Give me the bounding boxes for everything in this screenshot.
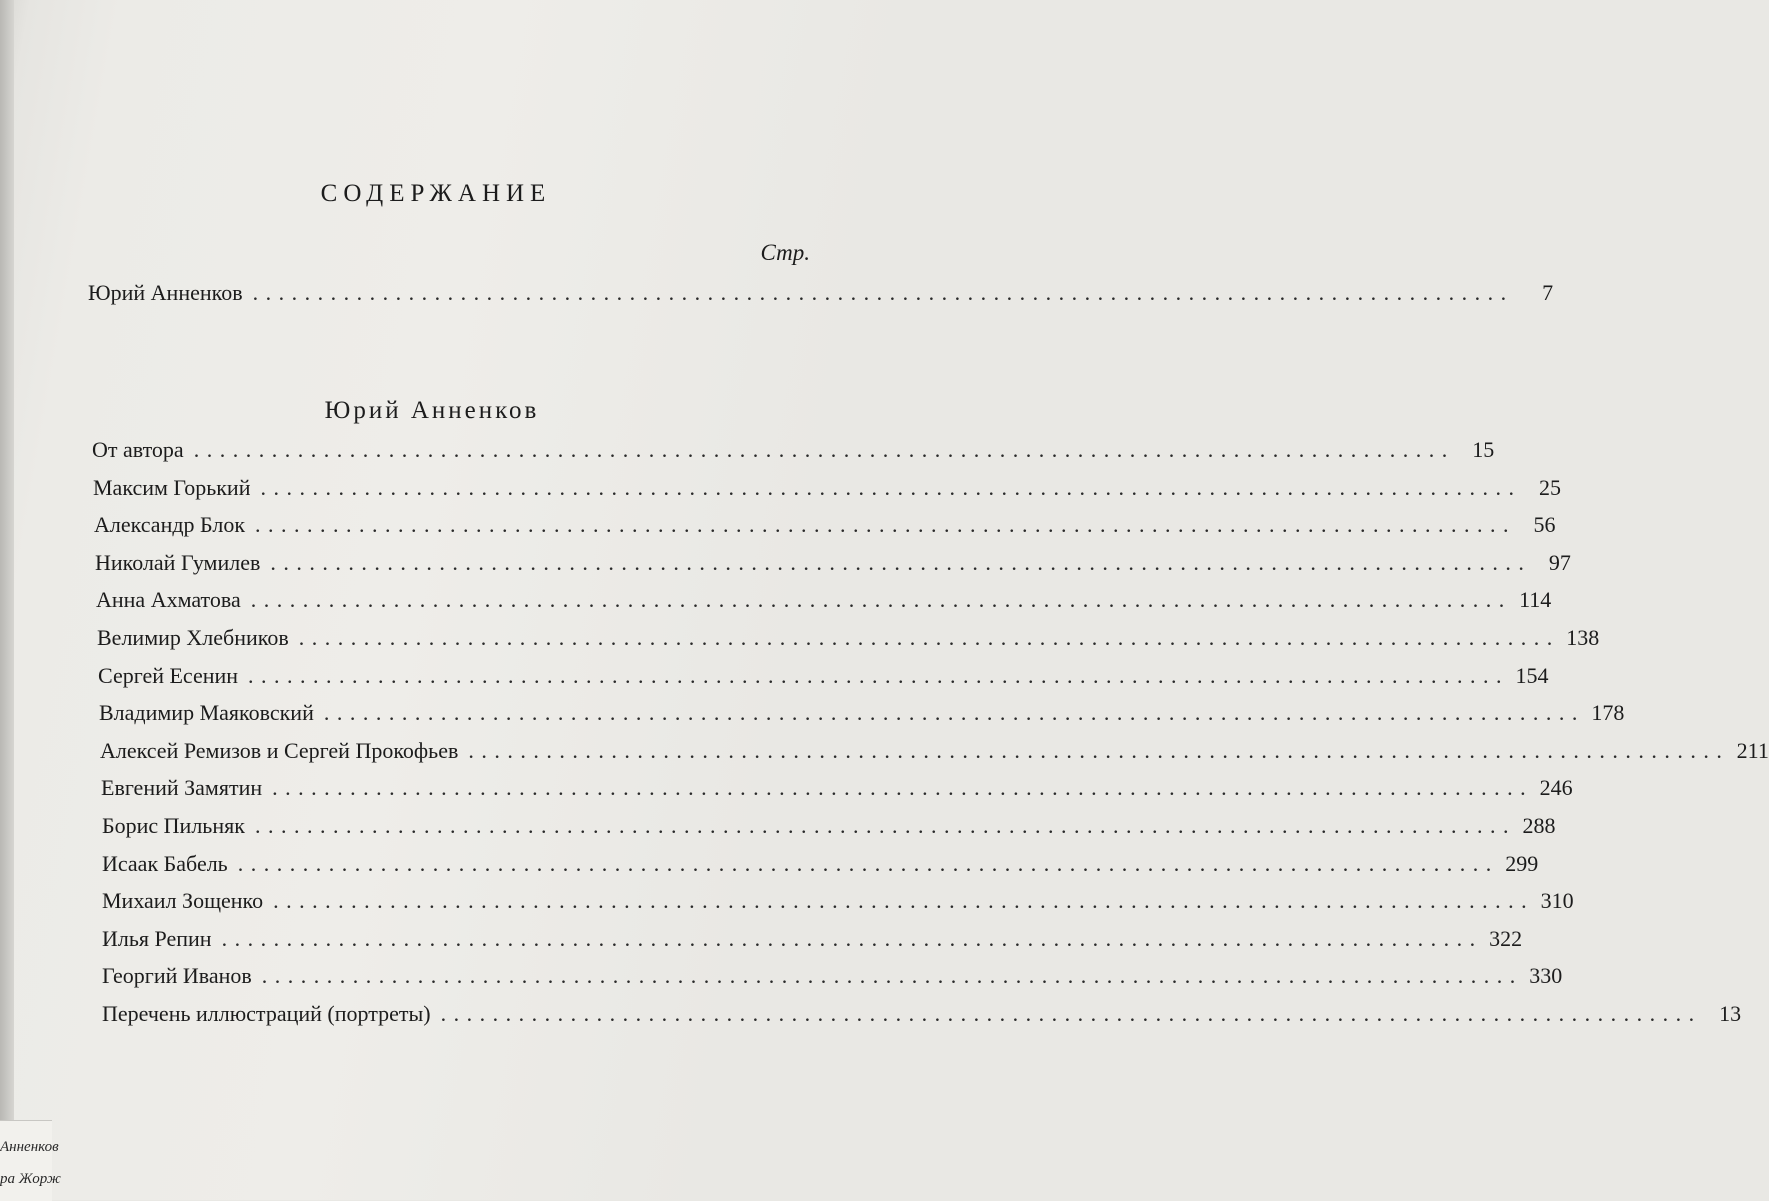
entry-page-number: 114 bbox=[1519, 587, 1552, 613]
entry-page-number: 13 bbox=[1719, 1001, 1742, 1026]
entry-page-number: 7 bbox=[1542, 280, 1554, 305]
entry-page-number: 299 bbox=[1505, 850, 1539, 876]
underlying-page-fragment bbox=[0, 1120, 61, 1201]
entry-page-number: 211 bbox=[1736, 737, 1769, 763]
dot-leader bbox=[248, 663, 1503, 689]
contents-entry bbox=[98, 662, 1549, 697]
contents-entry bbox=[102, 963, 1563, 997]
dot-leader bbox=[441, 1001, 1696, 1027]
dot-leader bbox=[468, 738, 1723, 764]
entry-page-number: 138 bbox=[1566, 625, 1600, 650]
dot-leader bbox=[253, 280, 1508, 306]
page-column-label: Стр. bbox=[760, 240, 810, 265]
dot-leader bbox=[262, 963, 1517, 989]
contents-entry bbox=[95, 549, 1571, 584]
entry-page-number: 56 bbox=[1533, 512, 1556, 538]
entry-title: Николай Гумилев bbox=[95, 549, 261, 575]
entry-title: Алексей Ремизов и Сергей Прокофьев bbox=[100, 737, 459, 763]
contents-entry bbox=[101, 775, 1573, 809]
dot-leader bbox=[238, 851, 1493, 877]
entry-title: Юрий Анненков bbox=[88, 280, 243, 305]
dot-leader bbox=[222, 926, 1477, 952]
dot-leader bbox=[255, 512, 1510, 538]
section-title: Юрий Анненков bbox=[324, 397, 540, 424]
entry-title: Сергей Есенин bbox=[98, 662, 239, 688]
contents-entry bbox=[96, 587, 1552, 621]
fragment-text: ра Жорж bbox=[0, 1171, 61, 1187]
entry-page-number: 25 bbox=[1538, 474, 1561, 500]
entry-title: Георгий Иванов bbox=[102, 963, 252, 989]
dot-leader bbox=[324, 700, 1579, 726]
entry-page-number: 322 bbox=[1489, 925, 1523, 951]
entry-title: Анна Ахматова bbox=[96, 587, 241, 613]
dot-leader bbox=[194, 437, 1449, 463]
entry-title: Велимир Хлебников bbox=[97, 625, 289, 650]
contents-entry bbox=[102, 850, 1539, 885]
dot-leader bbox=[272, 775, 1527, 801]
entry-title: Исаак Бабель bbox=[102, 850, 228, 876]
contents-entry bbox=[102, 925, 1523, 960]
intro-entry bbox=[88, 280, 1554, 314]
entry-page-number: 288 bbox=[1522, 813, 1556, 838]
contents-entry bbox=[99, 700, 1625, 734]
contents-entry bbox=[100, 737, 1769, 772]
entry-title: Борис Пильняк bbox=[102, 813, 245, 838]
contents-entry bbox=[92, 437, 1495, 471]
dot-leader bbox=[260, 475, 1515, 501]
entry-title: Михаил Зощенко bbox=[102, 888, 264, 914]
dot-leader bbox=[299, 625, 1554, 651]
contents-heading: СОДЕРЖАНИЕ bbox=[320, 180, 552, 207]
contents-entry bbox=[97, 625, 1600, 659]
entry-title: Илья Репин bbox=[102, 925, 212, 951]
contents-entry bbox=[93, 474, 1561, 509]
dot-leader bbox=[270, 550, 1525, 576]
entry-page-number: 178 bbox=[1591, 700, 1625, 726]
contents-entry bbox=[94, 512, 1556, 546]
entry-title: Евгений Замятин bbox=[101, 775, 263, 801]
entry-title: Перечень иллюстраций (портреты) bbox=[102, 1001, 431, 1026]
entry-title: Максим Горький bbox=[93, 474, 251, 500]
entry-page-number: 154 bbox=[1515, 662, 1549, 688]
entry-title: От автора bbox=[92, 437, 184, 462]
contents-entry bbox=[102, 1001, 1742, 1035]
dot-leader bbox=[251, 587, 1506, 613]
entry-page-number: 97 bbox=[1548, 549, 1571, 575]
entry-page-number: 246 bbox=[1539, 775, 1573, 801]
entry-page-number: 330 bbox=[1529, 963, 1563, 989]
dot-leader bbox=[273, 888, 1528, 914]
entry-page-number: 310 bbox=[1540, 888, 1574, 914]
entry-page-number: 15 bbox=[1472, 437, 1495, 462]
fragment-text: Анненков bbox=[0, 1139, 59, 1155]
contents-entry bbox=[102, 888, 1574, 922]
entry-title: Александр Блок bbox=[94, 512, 246, 538]
contents-entry bbox=[102, 813, 1556, 847]
entry-title: Владимир Маяковский bbox=[99, 700, 314, 726]
dot-leader bbox=[255, 813, 1510, 839]
